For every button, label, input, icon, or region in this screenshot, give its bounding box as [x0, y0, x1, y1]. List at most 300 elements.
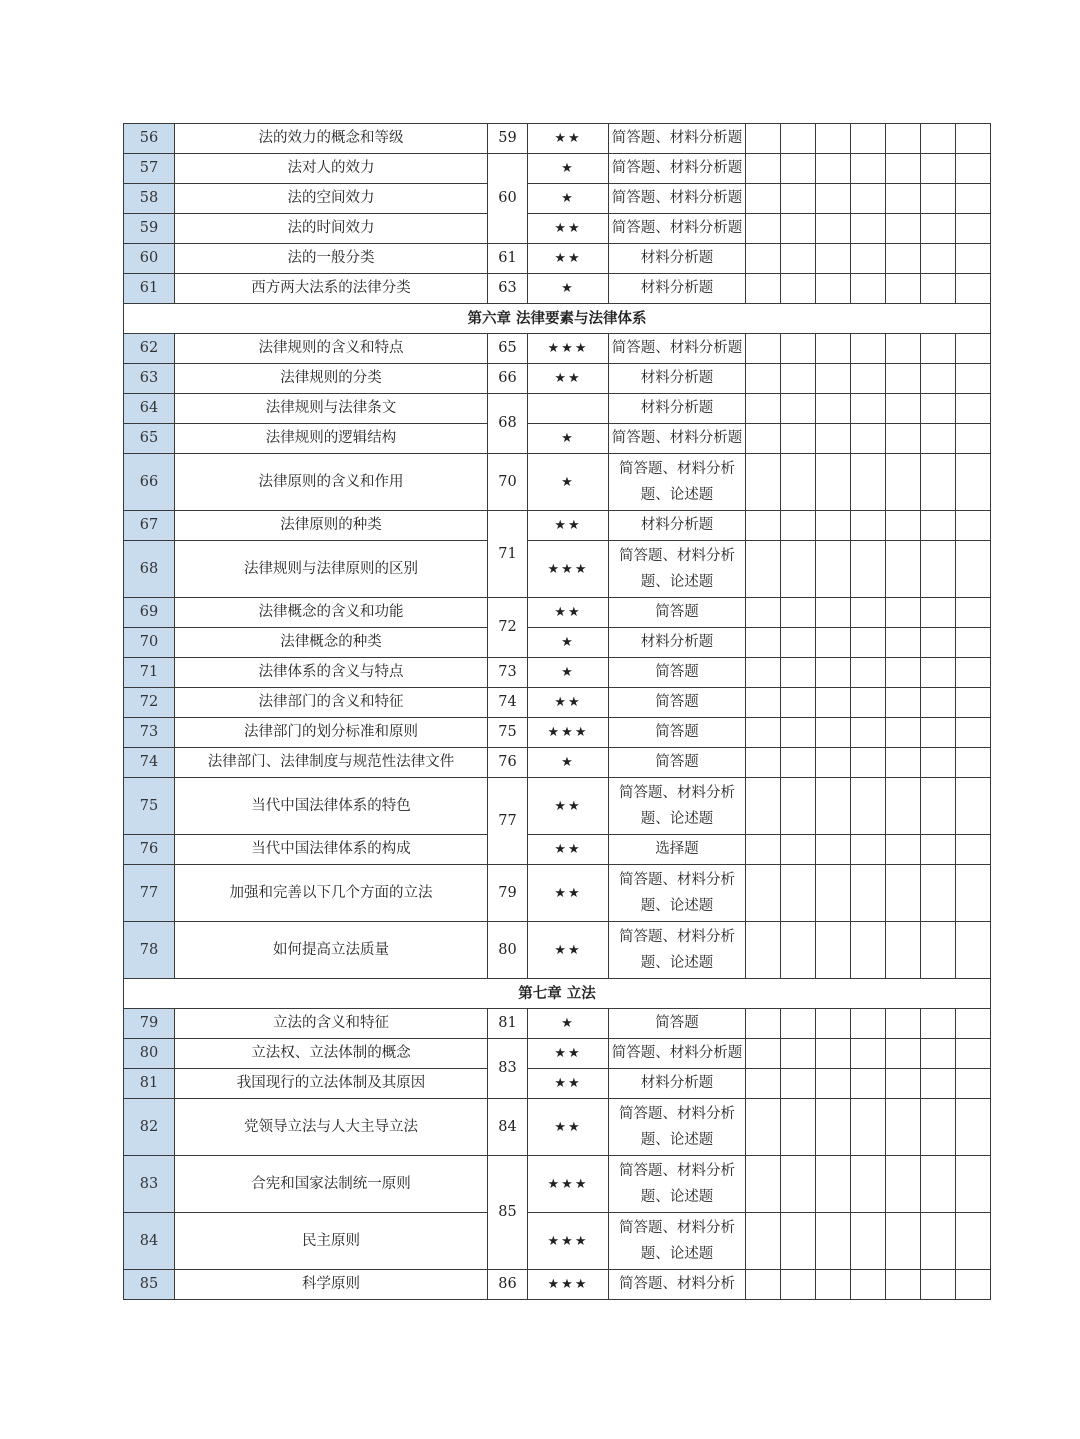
review-checkbox-cell[interactable] [851, 541, 886, 598]
review-checkbox-cell[interactable] [886, 1270, 921, 1300]
review-checkbox-cell[interactable] [781, 1270, 816, 1300]
review-checkbox-cell[interactable] [781, 628, 816, 658]
review-checkbox-cell[interactable] [851, 1009, 886, 1039]
review-checkbox-cell[interactable] [746, 718, 781, 748]
knowledge-point-title: 立法权、立法体制的概念 [175, 1039, 488, 1069]
review-checkbox-cell[interactable] [851, 511, 886, 541]
review-checkbox-cell[interactable] [746, 1039, 781, 1069]
review-checkbox-cell[interactable] [921, 1039, 956, 1069]
review-checkbox-cell[interactable] [851, 364, 886, 394]
review-checkbox-cell[interactable] [886, 424, 921, 454]
review-checkbox-cell[interactable] [746, 628, 781, 658]
review-checkbox-cell[interactable] [886, 688, 921, 718]
review-checkbox-cell[interactable] [816, 184, 851, 214]
item-number: 70 [124, 628, 175, 658]
item-number: 78 [124, 922, 175, 979]
review-checkbox-cell[interactable] [851, 214, 886, 244]
review-checkbox-cell[interactable] [921, 718, 956, 748]
review-checkbox-cell[interactable] [851, 154, 886, 184]
review-checkbox-cell[interactable] [816, 1069, 851, 1099]
review-checkbox-cell[interactable] [956, 598, 991, 628]
review-checkbox-cell[interactable] [781, 541, 816, 598]
review-checkbox-cell[interactable] [816, 124, 851, 154]
table-row [124, 748, 991, 778]
review-checkbox-cell[interactable] [956, 511, 991, 541]
table-row [124, 658, 991, 688]
review-checkbox-cell[interactable] [746, 1099, 781, 1156]
review-checkbox-cell[interactable] [956, 184, 991, 214]
review-checkbox-cell[interactable] [886, 1156, 921, 1213]
review-checkbox-cell[interactable] [956, 1009, 991, 1039]
importance-stars: ★★ [528, 598, 609, 628]
review-checkbox-cell[interactable] [781, 718, 816, 748]
importance-stars: ★ [528, 424, 609, 454]
review-checkbox-cell[interactable] [956, 154, 991, 184]
knowledge-point-title: 法律部门的划分标准和原则 [175, 718, 488, 748]
importance-stars: ★ [528, 274, 609, 304]
review-checkbox-cell[interactable] [956, 244, 991, 274]
review-checkbox-cell[interactable] [816, 541, 851, 598]
review-checkbox-cell[interactable] [956, 718, 991, 748]
review-checkbox-cell[interactable] [816, 922, 851, 979]
review-checkbox-cell[interactable] [781, 511, 816, 541]
knowledge-point-title: 加强和完善以下几个方面的立法 [175, 865, 488, 922]
importance-stars: ★★★ [528, 1213, 609, 1270]
review-checkbox-cell[interactable] [886, 394, 921, 424]
review-checkbox-cell[interactable] [886, 835, 921, 865]
importance-stars: ★★ [528, 364, 609, 394]
review-checkbox-cell[interactable] [956, 628, 991, 658]
table-row [124, 511, 991, 541]
review-checkbox-cell[interactable] [746, 394, 781, 424]
review-checkbox-cell[interactable] [781, 244, 816, 274]
review-checkbox-cell[interactable] [781, 184, 816, 214]
importance-stars: ★★ [528, 1039, 609, 1069]
review-checkbox-cell[interactable] [851, 1213, 886, 1270]
table-row [124, 1009, 991, 1039]
table-row [124, 334, 991, 364]
page-number: 83 [488, 1039, 528, 1099]
review-checkbox-cell[interactable] [886, 598, 921, 628]
knowledge-point-title: 科学原则 [175, 1270, 488, 1300]
review-checkbox-cell[interactable] [886, 511, 921, 541]
review-checkbox-cell[interactable] [746, 511, 781, 541]
review-checkbox-cell[interactable] [781, 1039, 816, 1069]
table-row [124, 1069, 991, 1099]
review-checkbox-cell[interactable] [781, 598, 816, 628]
importance-stars: ★★ [528, 922, 609, 979]
item-number: 72 [124, 688, 175, 718]
review-checkbox-cell[interactable] [851, 454, 886, 511]
review-checkbox-cell[interactable] [816, 778, 851, 835]
review-checkbox-cell[interactable] [921, 334, 956, 364]
review-checkbox-cell[interactable] [816, 214, 851, 244]
knowledge-point-title: 如何提高立法质量 [175, 922, 488, 979]
review-checkbox-cell[interactable] [886, 748, 921, 778]
review-checkbox-cell[interactable] [816, 364, 851, 394]
review-checkbox-cell[interactable] [851, 628, 886, 658]
review-checkbox-cell[interactable] [956, 1069, 991, 1099]
question-type: 简答题、材料分析题 [609, 1039, 746, 1069]
review-checkbox-cell[interactable] [886, 214, 921, 244]
knowledge-point-title: 法律原则的含义和作用 [175, 454, 488, 511]
review-checkbox-cell[interactable] [781, 922, 816, 979]
importance-stars: ★ [528, 154, 609, 184]
review-checkbox-cell[interactable] [851, 424, 886, 454]
review-checkbox-cell[interactable] [886, 184, 921, 214]
review-checkbox-cell[interactable] [816, 748, 851, 778]
review-checkbox-cell[interactable] [921, 835, 956, 865]
review-checkbox-cell[interactable] [921, 424, 956, 454]
review-checkbox-cell[interactable] [921, 454, 956, 511]
review-checkbox-cell[interactable] [956, 658, 991, 688]
table-row [124, 1039, 991, 1069]
review-checkbox-cell[interactable] [816, 1099, 851, 1156]
table-row [124, 598, 991, 628]
review-checkbox-cell[interactable] [781, 364, 816, 394]
review-checkbox-cell[interactable] [781, 454, 816, 511]
review-checkbox-cell[interactable] [886, 1039, 921, 1069]
review-checkbox-cell[interactable] [816, 1270, 851, 1300]
review-checkbox-cell[interactable] [921, 628, 956, 658]
page-number: 66 [488, 364, 528, 394]
review-checkbox-cell[interactable] [956, 1156, 991, 1213]
review-checkbox-cell[interactable] [956, 835, 991, 865]
review-checkbox-cell[interactable] [921, 748, 956, 778]
review-checkbox-cell[interactable] [781, 394, 816, 424]
item-number: 67 [124, 511, 175, 541]
review-checkbox-cell[interactable] [781, 658, 816, 688]
review-checkbox-cell[interactable] [816, 394, 851, 424]
review-checkbox-cell[interactable] [921, 688, 956, 718]
review-checkbox-cell[interactable] [816, 688, 851, 718]
review-checkbox-cell[interactable] [921, 541, 956, 598]
review-checkbox-cell[interactable] [746, 541, 781, 598]
review-checkbox-cell[interactable] [886, 922, 921, 979]
review-checkbox-cell[interactable] [921, 1069, 956, 1099]
review-checkbox-cell[interactable] [851, 688, 886, 718]
review-checkbox-cell[interactable] [746, 274, 781, 304]
item-number: 73 [124, 718, 175, 748]
table-row [124, 835, 991, 865]
review-checkbox-cell[interactable] [816, 865, 851, 922]
item-number: 74 [124, 748, 175, 778]
knowledge-point-title: 法律概念的种类 [175, 628, 488, 658]
page-number: 76 [488, 748, 528, 778]
knowledge-point-title: 法律部门、法律制度与规范性法律文件 [175, 748, 488, 778]
review-checkbox-cell[interactable] [816, 628, 851, 658]
knowledge-point-title: 法律原则的种类 [175, 511, 488, 541]
review-checkbox-cell[interactable] [816, 244, 851, 274]
review-checkbox-cell[interactable] [921, 184, 956, 214]
review-checkbox-cell[interactable] [816, 658, 851, 688]
review-checkbox-cell[interactable] [921, 511, 956, 541]
review-checkbox-cell[interactable] [746, 1069, 781, 1099]
item-number: 57 [124, 154, 175, 184]
review-checkbox-cell[interactable] [956, 541, 991, 598]
review-checkbox-cell[interactable] [956, 1213, 991, 1270]
review-checkbox-cell[interactable] [851, 778, 886, 835]
review-checkbox-cell[interactable] [921, 922, 956, 979]
page-number: 61 [488, 244, 528, 274]
page-number: 85 [488, 1156, 528, 1270]
review-checkbox-cell[interactable] [886, 244, 921, 274]
review-checkbox-cell[interactable] [956, 364, 991, 394]
review-checkbox-cell[interactable] [886, 364, 921, 394]
review-checkbox-cell[interactable] [816, 598, 851, 628]
page-number: 75 [488, 718, 528, 748]
review-checkbox-cell[interactable] [746, 364, 781, 394]
importance-stars: ★★★ [528, 718, 609, 748]
question-type: 简答题、材料分析题、论述题 [609, 541, 746, 598]
review-checkbox-cell[interactable] [816, 1039, 851, 1069]
item-number: 77 [124, 865, 175, 922]
question-type: 材料分析题 [609, 274, 746, 304]
review-checkbox-cell[interactable] [956, 124, 991, 154]
review-checkbox-cell[interactable] [781, 1069, 816, 1099]
table-row [124, 454, 991, 511]
review-checkbox-cell[interactable] [921, 865, 956, 922]
review-checkbox-cell[interactable] [921, 244, 956, 274]
table-row [124, 688, 991, 718]
review-checkbox-cell[interactable] [886, 718, 921, 748]
review-checkbox-cell[interactable] [781, 424, 816, 454]
review-checkbox-cell[interactable] [781, 334, 816, 364]
review-checkbox-cell[interactable] [816, 1213, 851, 1270]
review-checkbox-cell[interactable] [746, 778, 781, 835]
review-checkbox-cell[interactable] [746, 1156, 781, 1213]
review-checkbox-cell[interactable] [956, 1099, 991, 1156]
knowledge-point-title: 法律规则的含义和特点 [175, 334, 488, 364]
review-checkbox-cell[interactable] [921, 1009, 956, 1039]
question-type: 简答题、材料分析题、论述题 [609, 1213, 746, 1270]
review-checkbox-cell[interactable] [921, 154, 956, 184]
importance-stars: ★★ [528, 214, 609, 244]
review-checkbox-cell[interactable] [956, 1270, 991, 1300]
review-checkbox-cell[interactable] [851, 1069, 886, 1099]
review-checkbox-cell[interactable] [886, 541, 921, 598]
review-checkbox-cell[interactable] [956, 778, 991, 835]
review-checkbox-cell[interactable] [886, 454, 921, 511]
question-type: 材料分析题 [609, 364, 746, 394]
review-checkbox-cell[interactable] [746, 922, 781, 979]
item-number: 83 [124, 1156, 175, 1213]
review-checkbox-cell[interactable] [921, 658, 956, 688]
review-checkbox-cell[interactable] [851, 835, 886, 865]
review-checkbox-cell[interactable] [746, 1213, 781, 1270]
review-checkbox-cell[interactable] [851, 274, 886, 304]
review-checkbox-cell[interactable] [851, 1270, 886, 1300]
review-checkbox-cell[interactable] [781, 835, 816, 865]
review-checkbox-cell[interactable] [851, 718, 886, 748]
review-checkbox-cell[interactable] [816, 454, 851, 511]
review-checkbox-cell[interactable] [921, 598, 956, 628]
review-checkbox-cell[interactable] [781, 124, 816, 154]
review-checkbox-cell[interactable] [886, 154, 921, 184]
review-checkbox-cell[interactable] [781, 214, 816, 244]
item-number: 80 [124, 1039, 175, 1069]
question-type: 简答题、材料分析题、论述题 [609, 922, 746, 979]
review-checkbox-cell[interactable] [781, 274, 816, 304]
table-row [124, 154, 991, 184]
review-checkbox-cell[interactable] [746, 688, 781, 718]
review-checkbox-cell[interactable] [816, 1009, 851, 1039]
table-row [124, 394, 991, 424]
review-checkbox-cell[interactable] [816, 835, 851, 865]
review-checkbox-cell[interactable] [851, 124, 886, 154]
review-checkbox-cell[interactable] [886, 274, 921, 304]
review-checkbox-cell[interactable] [746, 658, 781, 688]
study-checklist-table [123, 123, 991, 1300]
page-number: 79 [488, 865, 528, 922]
review-checkbox-cell[interactable] [781, 865, 816, 922]
review-checkbox-cell[interactable] [921, 1270, 956, 1300]
review-checkbox-cell[interactable] [746, 1009, 781, 1039]
review-checkbox-cell[interactable] [851, 1039, 886, 1069]
page-number: 72 [488, 598, 528, 658]
page-number: 81 [488, 1009, 528, 1039]
review-checkbox-cell[interactable] [921, 274, 956, 304]
review-checkbox-cell[interactable] [746, 598, 781, 628]
question-type: 简答题、材料分析题、论述题 [609, 454, 746, 511]
review-checkbox-cell[interactable] [921, 214, 956, 244]
review-checkbox-cell[interactable] [956, 394, 991, 424]
review-checkbox-cell[interactable] [746, 124, 781, 154]
review-checkbox-cell[interactable] [921, 778, 956, 835]
importance-stars: ★★ [528, 511, 609, 541]
review-checkbox-cell[interactable] [956, 1039, 991, 1069]
review-checkbox-cell[interactable] [816, 511, 851, 541]
review-checkbox-cell[interactable] [781, 1099, 816, 1156]
question-type: 材料分析题 [609, 1069, 746, 1099]
review-checkbox-cell[interactable] [816, 1156, 851, 1213]
review-checkbox-cell[interactable] [886, 865, 921, 922]
review-checkbox-cell[interactable] [921, 1213, 956, 1270]
table-row [124, 1213, 991, 1270]
knowledge-point-title: 当代中国法律体系的构成 [175, 835, 488, 865]
importance-stars: ★★★ [528, 1270, 609, 1300]
review-checkbox-cell[interactable] [886, 124, 921, 154]
review-checkbox-cell[interactable] [956, 214, 991, 244]
review-checkbox-cell[interactable] [816, 334, 851, 364]
review-checkbox-cell[interactable] [746, 154, 781, 184]
review-checkbox-cell[interactable] [886, 1009, 921, 1039]
review-checkbox-cell[interactable] [956, 865, 991, 922]
item-number: 75 [124, 778, 175, 835]
question-type: 简答题、材料分析题 [609, 184, 746, 214]
review-checkbox-cell[interactable] [921, 1156, 956, 1213]
question-type: 材料分析题 [609, 511, 746, 541]
review-checkbox-cell[interactable] [816, 274, 851, 304]
review-checkbox-cell[interactable] [851, 922, 886, 979]
review-checkbox-cell[interactable] [956, 688, 991, 718]
question-type: 简答题 [609, 748, 746, 778]
review-checkbox-cell[interactable] [886, 658, 921, 688]
review-checkbox-cell[interactable] [886, 628, 921, 658]
question-type: 简答题 [609, 718, 746, 748]
review-checkbox-cell[interactable] [851, 748, 886, 778]
page-number: 84 [488, 1099, 528, 1156]
importance-stars: ★ [528, 454, 609, 511]
review-checkbox-cell[interactable] [851, 598, 886, 628]
review-checkbox-cell[interactable] [886, 778, 921, 835]
review-checkbox-cell[interactable] [956, 334, 991, 364]
review-checkbox-cell[interactable] [746, 244, 781, 274]
review-checkbox-cell[interactable] [886, 334, 921, 364]
table-row [124, 628, 991, 658]
review-checkbox-cell[interactable] [956, 274, 991, 304]
page-number: 68 [488, 394, 528, 454]
item-number: 65 [124, 424, 175, 454]
review-checkbox-cell[interactable] [781, 154, 816, 184]
page-number: 71 [488, 511, 528, 598]
review-checkbox-cell[interactable] [921, 394, 956, 424]
review-checkbox-cell[interactable] [746, 1270, 781, 1300]
review-checkbox-cell[interactable] [851, 865, 886, 922]
knowledge-point-title: 法律规则的逻辑结构 [175, 424, 488, 454]
review-checkbox-cell[interactable] [746, 748, 781, 778]
review-checkbox-cell[interactable] [851, 1099, 886, 1156]
review-checkbox-cell[interactable] [851, 394, 886, 424]
question-type: 简答题 [609, 1009, 746, 1039]
review-checkbox-cell[interactable] [921, 124, 956, 154]
page-number: 77 [488, 778, 528, 865]
review-checkbox-cell[interactable] [851, 658, 886, 688]
review-checkbox-cell[interactable] [781, 1009, 816, 1039]
knowledge-point-title: 民主原则 [175, 1213, 488, 1270]
question-type: 材料分析题 [609, 628, 746, 658]
review-checkbox-cell[interactable] [886, 1213, 921, 1270]
table-row [124, 541, 991, 598]
review-checkbox-cell[interactable] [816, 424, 851, 454]
review-checkbox-cell[interactable] [781, 688, 816, 718]
review-checkbox-cell[interactable] [851, 184, 886, 214]
review-checkbox-cell[interactable] [781, 778, 816, 835]
review-checkbox-cell[interactable] [886, 1069, 921, 1099]
review-checkbox-cell[interactable] [781, 1156, 816, 1213]
page-number: 60 [488, 154, 528, 244]
review-checkbox-cell[interactable] [746, 334, 781, 364]
review-checkbox-cell[interactable] [746, 454, 781, 511]
review-checkbox-cell[interactable] [816, 718, 851, 748]
knowledge-point-title: 法的效力的概念和等级 [175, 124, 488, 154]
review-checkbox-cell[interactable] [746, 835, 781, 865]
review-checkbox-cell[interactable] [746, 214, 781, 244]
review-checkbox-cell[interactable] [956, 922, 991, 979]
review-checkbox-cell[interactable] [816, 154, 851, 184]
review-checkbox-cell[interactable] [781, 1213, 816, 1270]
review-checkbox-cell[interactable] [956, 454, 991, 511]
review-checkbox-cell[interactable] [781, 748, 816, 778]
question-type: 简答题、材料分析 [609, 1270, 746, 1300]
knowledge-point-title: 当代中国法律体系的特色 [175, 778, 488, 835]
review-checkbox-cell[interactable] [956, 748, 991, 778]
review-checkbox-cell[interactable] [921, 1099, 956, 1156]
review-checkbox-cell[interactable] [851, 334, 886, 364]
review-checkbox-cell[interactable] [851, 244, 886, 274]
review-checkbox-cell[interactable] [746, 184, 781, 214]
chapter-header-row [124, 304, 991, 334]
review-checkbox-cell[interactable] [851, 1156, 886, 1213]
page-number: 65 [488, 334, 528, 364]
review-checkbox-cell[interactable] [746, 865, 781, 922]
review-checkbox-cell[interactable] [886, 1099, 921, 1156]
review-checkbox-cell[interactable] [921, 364, 956, 394]
item-number: 56 [124, 124, 175, 154]
review-checkbox-cell[interactable] [746, 424, 781, 454]
importance-stars: ★★ [528, 865, 609, 922]
review-checkbox-cell[interactable] [956, 424, 991, 454]
